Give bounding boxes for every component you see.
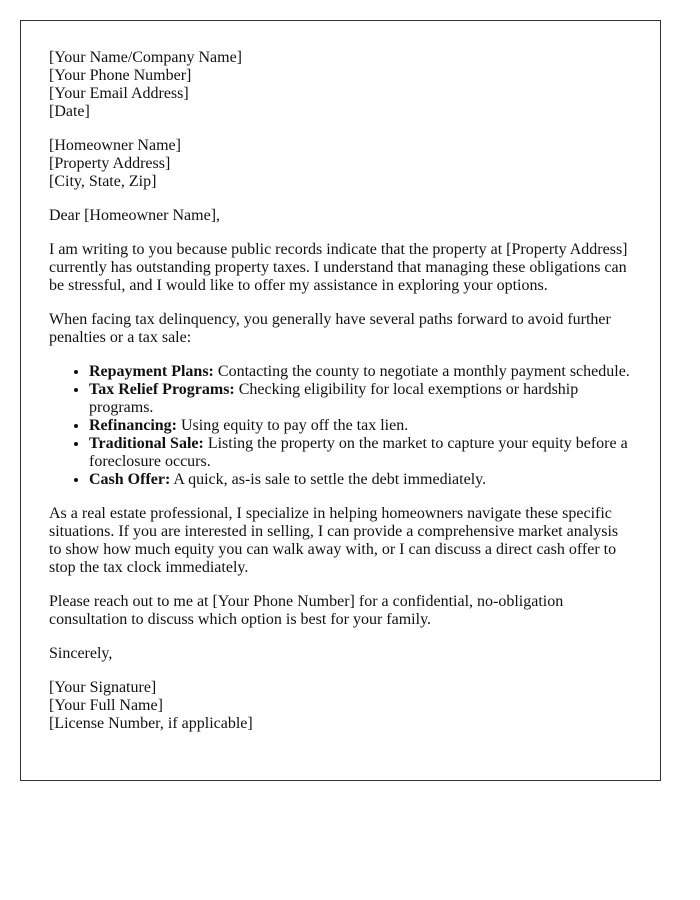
option-item xyxy=(89,363,632,381)
option-label: Refinancing: xyxy=(89,417,177,434)
full-name: [Your Full Name] xyxy=(49,697,163,714)
option-label: Tax Relief Programs: xyxy=(89,381,235,398)
sender-block xyxy=(49,49,632,121)
salutation: Dear [Homeowner Name], xyxy=(49,207,221,224)
letter-date: [Date] xyxy=(49,103,90,120)
option-text: Contacting the county to negotiate a monthly payment schedule. xyxy=(213,363,630,380)
sender-email: [Your Email Address] xyxy=(49,85,189,102)
closing: Sincerely, xyxy=(49,645,113,662)
option-item xyxy=(89,435,632,471)
option-item xyxy=(89,471,632,489)
options-intro-paragraph: When facing tax delinquency, you generally have several paths forward to avoid further penalties or a tax sale: xyxy=(49,311,611,346)
option-text: A quick, as-is sale to settle the debt immediately. xyxy=(170,471,487,488)
option-label: Cash Offer: xyxy=(89,471,171,488)
recipient-name: [Homeowner Name] xyxy=(49,137,181,154)
signature: [Your Signature] xyxy=(49,679,157,696)
intro-paragraph: I am writing to you because public records indicate that the property at [Property Address] currently has outstanding property taxes. I understand that managing these obligations can be stressful, and I would like to offer my assistance in exploring your options. xyxy=(49,241,628,294)
option-item xyxy=(89,381,632,417)
option-text: Checking eligibility for local exemptions or hardship programs. xyxy=(89,381,579,416)
option-label: Repayment Plans: xyxy=(89,363,214,380)
professional-paragraph: As a real estate professional, I specialize in helping homeowners navigate these specific situations. If you are interested in selling, I can provide a comprehensive market analysis to show how much equity you can walk away with, or I can discuss a direct cash offer to stop the tax clock immediately. xyxy=(49,505,619,576)
option-text: Using equity to pay off the tax lien. xyxy=(177,417,409,434)
recipient-block xyxy=(49,137,632,191)
recipient-address: [Property Address] xyxy=(49,155,171,172)
option-label: Traditional Sale: xyxy=(89,435,204,452)
sender-phone: [Your Phone Number] xyxy=(49,67,192,84)
option-item xyxy=(89,417,632,435)
recipient-city-state-zip: [City, State, Zip] xyxy=(49,173,157,190)
option-text: Listing the property on the market to capture your equity before a foreclosure occurs. xyxy=(89,435,628,470)
license-number: [License Number, if applicable] xyxy=(49,715,253,732)
sender-name: [Your Name/Company Name] xyxy=(49,49,243,66)
contact-paragraph: Please reach out to me at [Your Phone Number] for a confidential, no-obligation consultation to discuss which option is best for your family. xyxy=(49,593,564,628)
options-list xyxy=(49,363,632,489)
letter-document xyxy=(20,20,661,781)
signature-block xyxy=(49,679,632,733)
